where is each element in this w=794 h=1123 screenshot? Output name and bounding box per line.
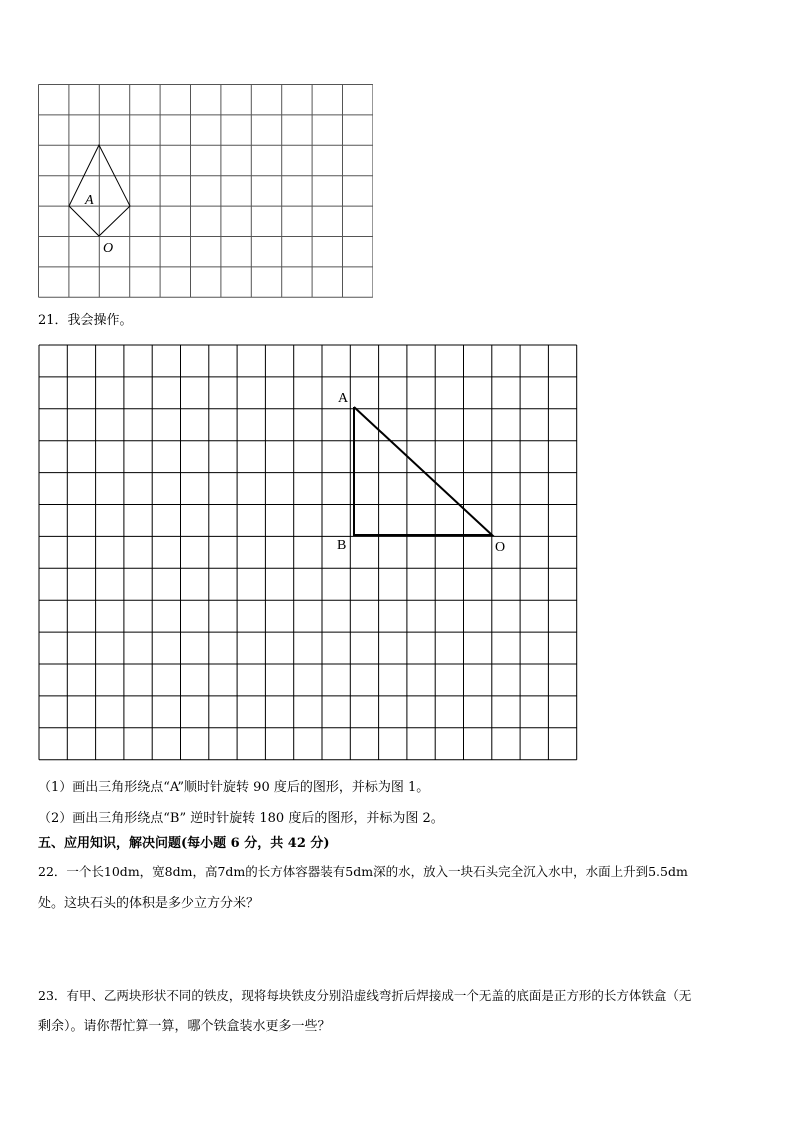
- question22-line1: 22．一个长10dm，宽8dm，高7dm的长方体容器装有5dm深的水，放入一块石头完全沉入水中，水面上升到5.5dm: [38, 864, 688, 879]
- question22-line2: 处。这块石头的体积是多少立方分米？: [38, 896, 260, 911]
- question23-line2: 剩余）。请你帮忙算一算，哪个铁盒装水更多一些？: [38, 1019, 331, 1034]
- figure1-grid: [38, 84, 373, 298]
- section5-heading: 五、应用知识，解决问题(每小题 6 分，共 42 分): [38, 836, 330, 851]
- triangle-aob: [354, 407, 492, 535]
- question23-line1: 23．有甲、乙两块形状不同的铁皮，现将每块铁皮分别沿虚线弯折后焊接成一个无盖的底面是正方形的长方体铁盒（无: [38, 988, 692, 1003]
- question21-task1: （1）画出三角形绕点“A”顺时针旋转 90 度后的图形，并标为图 1。: [38, 780, 430, 795]
- question21-task2: （2）画出三角形绕点“B” 逆时针旋转 180 度后的图形，并标为图 2。: [38, 811, 444, 826]
- figure1-label-a: A: [85, 193, 94, 208]
- figure2-label-a: A: [338, 391, 349, 406]
- figure2-label-b: B: [337, 538, 347, 553]
- figure2-grid: [38, 344, 581, 762]
- question21-title: 21．我会操作。: [38, 313, 133, 328]
- figure2-label-o: O: [495, 540, 506, 555]
- figure1-label-o: O: [103, 241, 114, 256]
